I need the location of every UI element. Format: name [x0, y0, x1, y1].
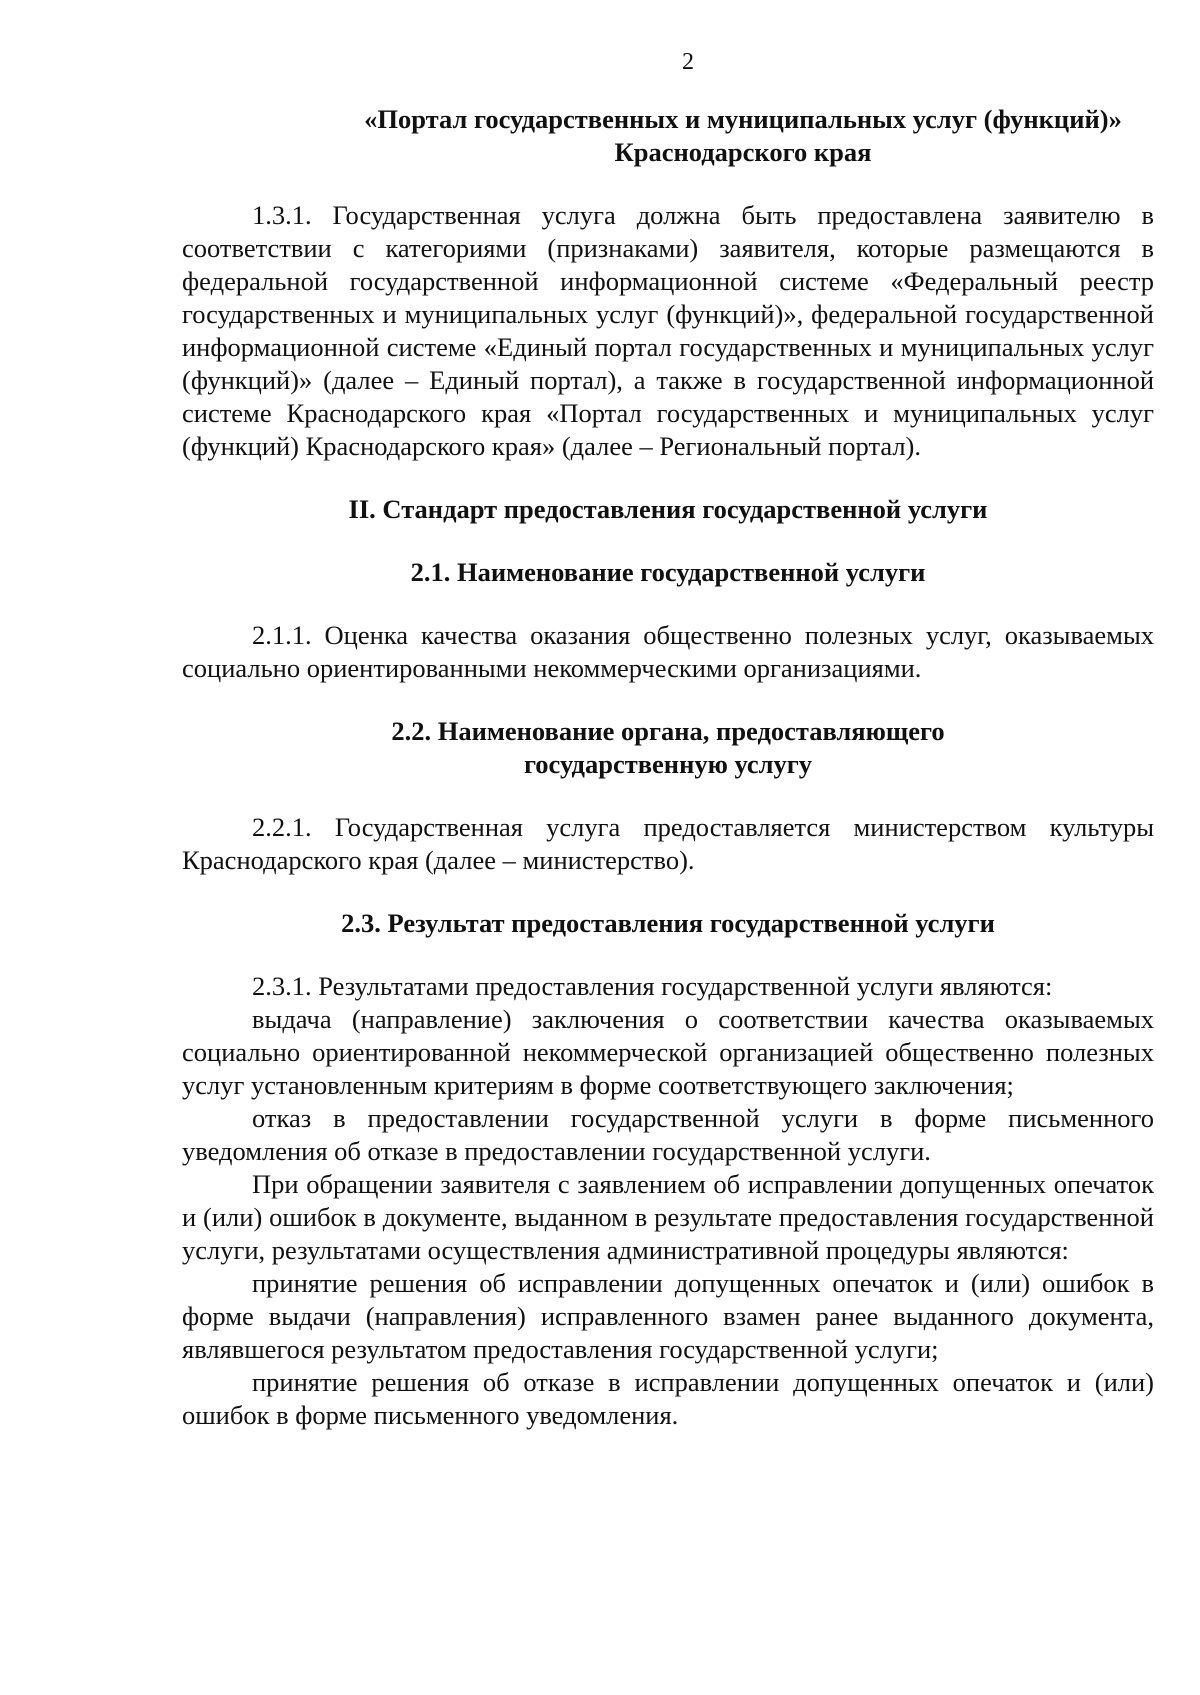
paragraph-1-3-1: 1.3.1. Государственная услуга должна быть предоставлена заявителю в соответствии с категориями (признаками) заявителя, которые размещаются в федеральной государственной информационной системе «Федеральный реестр государственных и муниципальных услуг (функций)», федеральной государственной информационной системе «Единый портал государственных и муниципальных услуг (функций)» (далее – Единый портал), а также в государственной информационной системе Краснодарского края «Портал государственных и муниципальных услуг (функций) Краснодарского края» (далее – Региональный портал). [182, 200, 1154, 461]
document-page [182, 46, 1154, 1432]
page-number: 2 [682, 49, 694, 75]
paragraph-result-issue: выдача (направление) заключения о соответствии качества оказываемых социально ориентированной некоммерческой организацией общественно полезных услуг установленным критериям в форме соответствующего заключения; [182, 1004, 1154, 1100]
paragraph-result-refusal: отказ в предоставлении государственной услуги в форме письменного уведомления об отказе в предоставлении государственной услуги. [182, 1103, 1154, 1166]
paragraph-2-1-1: 2.1.1. Оценка качества оказания общественно полезных услуг, оказываемых социально ориентированными некоммерческими организациями. [182, 620, 1154, 683]
paragraph-correction-refuse: принятие решения об отказе в исправлении допущенных опечаток и (или) ошибок в форме письменного уведомления. [182, 1367, 1154, 1430]
subsection-2-2-heading-line-2: государственную услугу [523, 749, 813, 779]
subsection-2-2-heading-line-1: 2.2. Наименование органа, предоставляющего [391, 716, 945, 746]
subsection-2-2-heading [182, 715, 1154, 781]
paragraph-2-3-1: 2.3.1. Результатами предоставления государственной услуги являются: [252, 971, 1053, 1001]
intro-heading-line-2: Краснодарского края [614, 137, 872, 167]
paragraph-correction-intro: При обращении заявителя с заявлением об исправлении допущенных опечаток и (или) ошибок в документе, выданном в результате предоставления государственной услуги, результатами осуществления административной процедуры являются: [182, 1169, 1154, 1265]
subsection-2-3-heading: 2.3. Результат предоставления государственной услуги [341, 908, 995, 938]
section-2-heading: II. Стандарт предоставления государственной услуги [348, 494, 988, 524]
subsection-2-1-heading: 2.1. Наименование государственной услуги [410, 557, 926, 587]
paragraph-2-2-1: 2.2.1. Государственная услуга предоставляется министерством культуры Краснодарского края (далее – министерство). [182, 812, 1154, 875]
intro-heading [332, 103, 1154, 169]
intro-heading-line-1: «Портал государственных и муниципальных услуг (функций)» [364, 104, 1122, 134]
paragraph-correction-accept: принятие решения об исправлении допущенных опечаток и (или) ошибок в форме выдачи (направления) исправленного взамен ранее выданного документа, являвшегося результатом предоставления государственной услуги; [182, 1268, 1154, 1364]
